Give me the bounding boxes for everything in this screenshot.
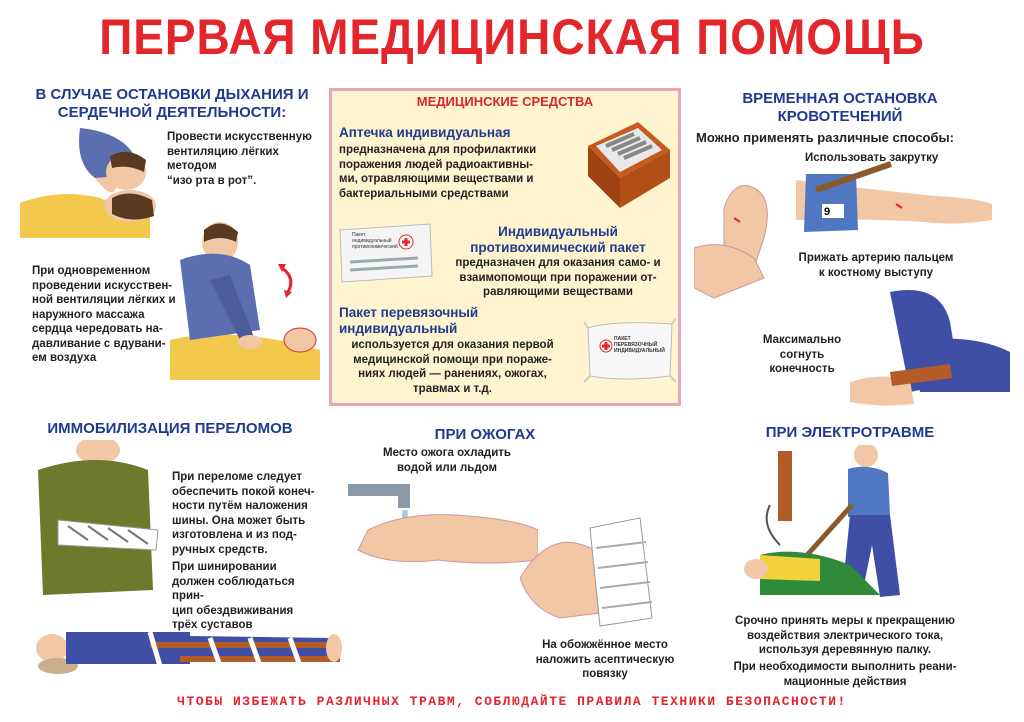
chem-title	[438, 224, 678, 256]
chem-pack-label	[352, 232, 402, 250]
chest-compression-illustration	[170, 220, 320, 380]
bandage-line: используется для оказания первой	[351, 339, 554, 351]
bandage-title	[339, 305, 559, 337]
burns-dress-label	[520, 638, 690, 682]
bandage-line: ниях людей — ранениях, ожогах,	[358, 368, 547, 380]
kit-line: ми, отравляющими веществами и	[339, 173, 534, 185]
press-label-line2: к костному выступу	[818, 266, 934, 279]
electro-text1-line: воздействия электрического тока,	[746, 629, 944, 642]
cpr-text2-line: давливание с вдувани-	[32, 337, 166, 350]
chem-line: равляющими веществами	[483, 286, 633, 298]
burn-bandage-illustration	[520, 508, 655, 630]
chem-pack-label-line: индивидуальный	[352, 238, 392, 244]
fracture-text2-line: цип обездвиживания	[172, 604, 294, 617]
bend-label-line3: конечность	[769, 363, 835, 375]
bleeding-heading	[720, 90, 960, 126]
chem-description	[438, 256, 678, 300]
electro-text1	[700, 614, 990, 658]
burns-cool-line2: водой или льдом	[396, 461, 498, 474]
bandage-line: медицинской помощи при пораже-	[353, 353, 552, 366]
electro-text1-line: используя деревянную палку.	[758, 644, 932, 656]
burns-dress-line2: наложить асептическую	[535, 653, 675, 666]
burns-cool-label	[352, 446, 542, 475]
cpr-text2-line: проведении искусствен-	[32, 279, 173, 292]
cpr-text1-line2: вентиляцию лёгких методом	[167, 145, 279, 172]
kit-line: поражения людей радиоактивны-	[339, 158, 533, 171]
tourniquet-illustration	[796, 160, 996, 240]
cpr-text2-line: наружного массажа	[32, 308, 145, 321]
bleeding-heading-line1: ВРЕМЕННАЯ ОСТАНОВКА	[742, 90, 938, 107]
tourniquet-time: 9	[824, 206, 831, 218]
electro-text1-line: Срочно принять меры к прекращению	[735, 615, 955, 627]
cpr-text2	[32, 264, 182, 366]
burns-dress-line3: повязку	[582, 668, 628, 680]
cpr-text1	[167, 130, 327, 188]
cpr-heading	[22, 86, 322, 122]
electro-heading: ПРИ ЭЛЕКТРОТРАВМЕ	[765, 424, 935, 441]
burns-cool-line1: Место ожога охладить	[383, 447, 511, 459]
fracture-text1-line: ности путём наложения	[172, 500, 308, 512]
burns-dress-line1: На обожжённое место	[542, 639, 668, 651]
cpr-text1-line1: Провести искусственную	[167, 131, 312, 143]
electro-text2	[700, 660, 990, 689]
fracture-text1-line: обеспечить покой конеч-	[172, 485, 315, 498]
fracture-heading: ИММОБИЛИЗАЦИЯ ПЕРЕЛОМОВ	[47, 420, 293, 437]
kit-description	[339, 143, 574, 201]
cpr-heading-line1: В СЛУЧАЕ ОСТАНОВКИ ДЫХАНИЯ И	[35, 86, 309, 103]
bandage-pack-label	[614, 336, 674, 354]
bandage-title-line1: Пакет перевязочный	[339, 305, 479, 320]
bend-label-line1: Максимально	[762, 334, 842, 346]
bleeding-heading-line2: КРОВОТЕЧЕНИЙ	[777, 108, 903, 125]
bandage-line: травмах и т.д.	[413, 382, 492, 395]
bend-label-line2: согнуть	[779, 348, 825, 361]
bent-leg-illustration	[850, 282, 1010, 412]
chem-line: взаимопомощи при поражении от-	[459, 271, 657, 284]
chem-pack-label-line: противохимический	[352, 244, 398, 250]
safety-footer: ЧТОБЫ ИЗБЕЖАТЬ РАЗЛИЧНЫХ ТРАВМ, СОБЛЮДАЙТЕ ПРАВИЛА ТЕХНИКИ БЕЗОПАСНОСТИ!	[177, 694, 847, 709]
meds-heading: МЕДИЦИНСКИЕ СРЕДСТВА	[416, 94, 594, 109]
fracture-text2-line: должен соблюдаться прин-	[172, 575, 295, 602]
fracture-text2-line: трёх суставов	[172, 619, 253, 631]
leg-splint-illustration	[30, 608, 342, 680]
press-label	[778, 251, 974, 280]
fracture-text1-line: шины. Она может быть	[172, 514, 306, 527]
cpr-text2-line: ем воздуха	[32, 352, 97, 364]
rescue-breathing-illustration	[20, 128, 170, 238]
fracture-text1	[172, 470, 322, 557]
chem-title-line1: Индивидуальный	[498, 224, 618, 239]
cpr-text2-line: ной вентиляции лёгких и	[32, 294, 176, 306]
fracture-text1-line: При переломе следует	[172, 471, 302, 483]
chem-line: предназначен для оказания само- и	[455, 257, 661, 269]
chem-pack-label-line: Пакет	[352, 232, 366, 238]
fracture-text1-line: ручных средств.	[172, 543, 268, 556]
press-label-line1: Прижать артерию пальцем	[798, 252, 954, 264]
page-title: ПЕРВАЯ МЕДИЦИНСКАЯ ПОМОЩЬ	[99, 9, 925, 65]
burns-heading: ПРИ ОЖОГАХ	[434, 426, 536, 443]
chem-title-line2: противохимический пакет	[470, 240, 646, 255]
arm-splint-illustration	[28, 440, 173, 600]
burn-cooling-illustration	[348, 480, 538, 580]
cpr-text2-line: сердца чередовать на-	[32, 323, 163, 335]
bleeding-intro: Можно применять различные способы:	[696, 130, 954, 145]
twist-label: Использовать закрутку	[805, 152, 939, 164]
artery-pressing-illustration	[694, 178, 784, 308]
electro-text2-line: мационные действия	[783, 675, 907, 688]
bend-label	[752, 333, 852, 377]
bandage-pack-label-line: ПАКЕТ ПЕРЕВЯЗОЧНЫЙ	[614, 336, 658, 348]
bandage-description	[330, 338, 575, 396]
cpr-heading-line2: СЕРДЕЧНОЙ ДЕЯТЕЛЬНОСТИ:	[57, 104, 287, 121]
bandage-pack-label-line: ИНДИВИДУАЛЬНЫЙ	[614, 348, 665, 354]
first-aid-kit-icon	[578, 116, 674, 212]
electro-text2-line: При необходимости выполнить реани-	[733, 661, 957, 673]
fracture-text1-line: изготовлена и из под-	[172, 529, 297, 541]
fracture-text2-line: При шинировании	[172, 561, 277, 573]
cpr-text1-line3: “изо рта в рот”.	[167, 174, 257, 187]
bandage-title-line2: индивидуальный	[339, 321, 458, 336]
kit-title: Аптечка индивидуальная	[339, 125, 511, 140]
kit-line: предназначена для профилактики	[339, 144, 537, 156]
kit-line: бактериальными средствами	[339, 187, 509, 200]
cpr-text2-line: При одновременном	[32, 265, 151, 277]
electrocution-rescue-illustration	[740, 445, 1010, 610]
